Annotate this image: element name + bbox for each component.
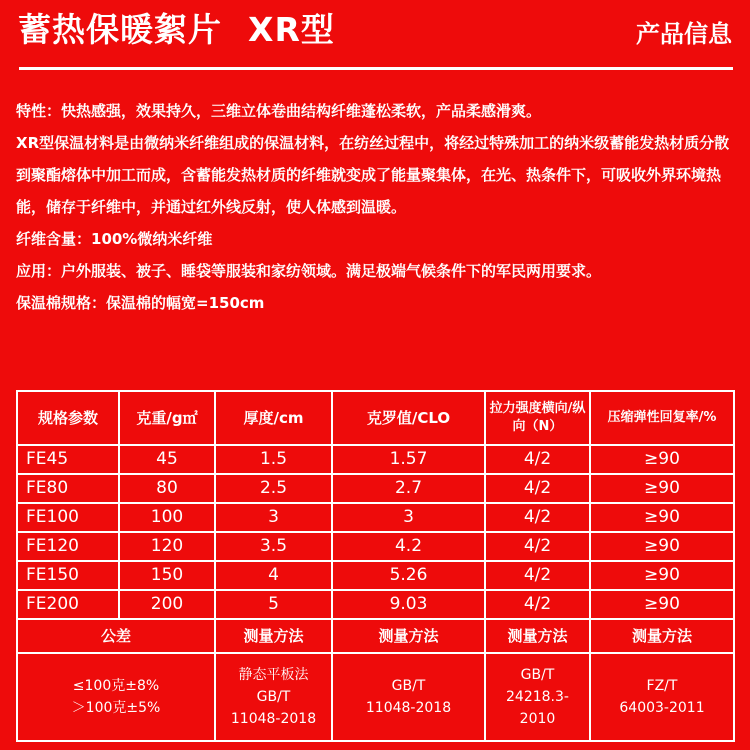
cell-tensile: 4/2: [485, 590, 590, 619]
col-header-clo: 克罗值/CLO: [332, 391, 485, 445]
method-line: 24218.3-: [506, 689, 569, 705]
product-title: [18, 4, 335, 51]
cell-thickness: 3.5: [215, 532, 332, 561]
method-line: FZ/T: [646, 678, 678, 694]
cell-model: FE120: [17, 532, 119, 561]
product-name: 蓄热保暖絮片: [18, 10, 222, 49]
table-standards-row: [17, 653, 734, 741]
col-header-recovery: 压缩弹性回复率/%: [590, 391, 734, 445]
cell-weight: 100: [119, 503, 215, 532]
table-row: [17, 561, 734, 590]
method-line: GB/T: [391, 678, 426, 694]
cell-tensile: 4/2: [485, 503, 590, 532]
method-tensile: [485, 653, 590, 741]
cell-thickness: 2.5: [215, 474, 332, 503]
desc-features: 特性：快热感强，效果持久，三维立体卷曲结构纤维蓬松柔软，产品柔感滑爽。: [16, 102, 542, 120]
desc-material: XR型保温材料是由微纳米纤维组成的保温材料，在纺丝过程中，将经过特殊加工的纳米级蓄能发热材质分散到聚酯熔体中加工而成，含蓄能发热材质的纤维就变成了能量聚集体，在光、热条件下，可吸收外界环境热能，储存于纤维中，并通过红外线反射，使人体感到温暖。: [16, 134, 730, 216]
method-line: 11048-2018: [230, 711, 317, 727]
header-divider: [19, 67, 733, 70]
cell-recovery: ≥90: [590, 474, 734, 503]
section-label: 产品信息: [636, 20, 732, 48]
cell-model: FE200: [17, 590, 119, 619]
table-subheader-row: [17, 619, 734, 653]
desc-application: 应用：户外服装、被子、睡袋等服装和家纺领域。满足极端气候条件下的军民两用要求。: [16, 262, 602, 280]
cell-model: FE45: [17, 445, 119, 474]
cell-model: FE150: [17, 561, 119, 590]
method-label: 测量方法: [332, 619, 485, 653]
cell-recovery: ≥90: [590, 503, 734, 532]
cell-recovery: ≥90: [590, 561, 734, 590]
tolerance-cell: [17, 653, 215, 741]
table-header-row: [17, 391, 734, 445]
cell-tensile: 4/2: [485, 532, 590, 561]
table-row: [17, 590, 734, 619]
cell-thickness: 3: [215, 503, 332, 532]
col-header-tensile: 拉力强度横向/纵向（N）: [485, 391, 590, 445]
cell-weight: 150: [119, 561, 215, 590]
col-header-weight: 克重/g㎡: [119, 391, 215, 445]
cell-clo: 3: [332, 503, 485, 532]
col-header-spec: 规格参数: [17, 391, 119, 445]
cell-recovery: ≥90: [590, 532, 734, 561]
method-clo: [332, 653, 485, 741]
method-label: 测量方法: [215, 619, 332, 653]
method-line: 静态平板法: [238, 667, 309, 683]
cell-weight: 120: [119, 532, 215, 561]
cell-clo: 9.03: [332, 590, 485, 619]
method-line: 64003-2011: [619, 700, 705, 716]
cell-model: FE100: [17, 503, 119, 532]
cell-weight: 200: [119, 590, 215, 619]
cell-clo: 4.2: [332, 532, 485, 561]
tolerance-line: ＞100克±5%: [71, 700, 161, 716]
cell-thickness: 5: [215, 590, 332, 619]
method-line: GB/T: [256, 689, 291, 705]
method-recovery: [590, 653, 734, 741]
table-row: [17, 503, 734, 532]
method-thickness: [215, 653, 332, 741]
table-row: [17, 445, 734, 474]
cell-clo: 2.7: [332, 474, 485, 503]
table-row: [17, 532, 734, 561]
cell-weight: 45: [119, 445, 215, 474]
cell-tensile: 4/2: [485, 474, 590, 503]
spec-table: [16, 390, 735, 742]
desc-width-spec: 保温棉规格：保温棉的幅宽=150cm: [16, 294, 265, 312]
product-model: XR型: [248, 10, 335, 49]
col-header-thickness: 厚度/cm: [215, 391, 332, 445]
cell-clo: 1.57: [332, 445, 485, 474]
method-line: GB/T: [520, 667, 555, 683]
method-line: 11048-2018: [365, 700, 452, 716]
cell-tensile: 4/2: [485, 561, 590, 590]
cell-clo: 5.26: [332, 561, 485, 590]
cell-model: FE80: [17, 474, 119, 503]
method-label: 测量方法: [590, 619, 734, 653]
table-row: [17, 474, 734, 503]
desc-fiber-content: 纤维含量：100%微纳米纤维: [16, 230, 213, 248]
cell-recovery: ≥90: [590, 445, 734, 474]
method-label: 测量方法: [485, 619, 590, 653]
tolerance-label: 公差: [17, 619, 215, 653]
cell-thickness: 4: [215, 561, 332, 590]
product-description: [16, 95, 738, 319]
cell-tensile: 4/2: [485, 445, 590, 474]
tolerance-line: ≤100克±8%: [72, 678, 160, 694]
method-line: 2010: [519, 711, 556, 727]
cell-weight: 80: [119, 474, 215, 503]
cell-recovery: ≥90: [590, 590, 734, 619]
cell-thickness: 1.5: [215, 445, 332, 474]
